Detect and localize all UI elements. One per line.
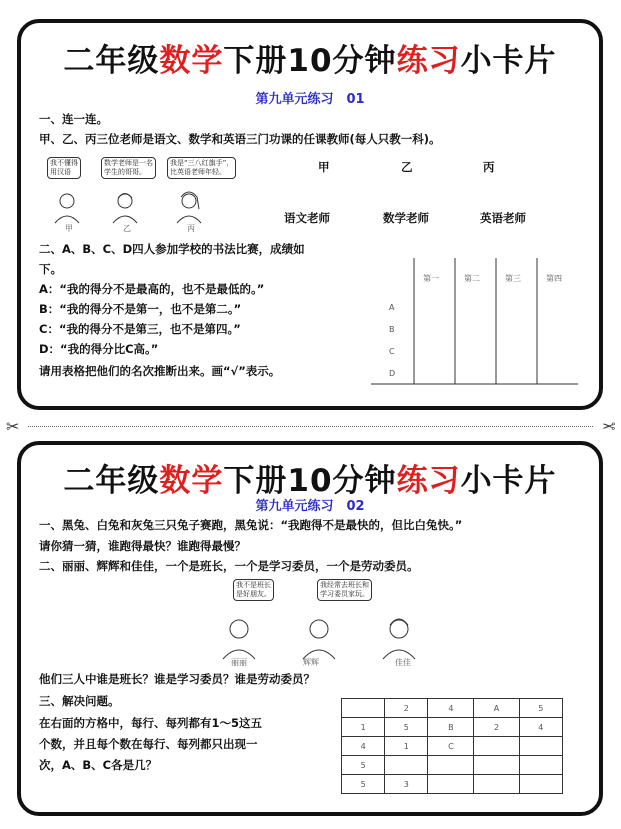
subject-math: 数学老师 xyxy=(383,211,429,225)
section1-text: 甲、乙、丙三位老师是语文、数学和英语三门功课的任课教师(每人只教一科)。 xyxy=(39,132,441,146)
grid-row xyxy=(342,718,563,737)
teachers-illustration xyxy=(39,153,249,233)
rank-row-c: C xyxy=(389,347,395,356)
teacher-bing: 丙 xyxy=(483,160,495,174)
practice-card-2 xyxy=(17,441,603,816)
question-line: 他们三人中谁是班长？谁是学习委员？谁是劳动委员？ xyxy=(39,672,315,686)
statement-c: C：“我的得分不是第三，也不是第四。” xyxy=(39,322,241,336)
grid-cell: 4 xyxy=(428,699,474,718)
rank-header-3: 第三 xyxy=(505,274,521,283)
grid-cell: 1 xyxy=(342,718,385,737)
grid-cell: 4 xyxy=(519,718,562,737)
grid-cell xyxy=(342,699,385,718)
section3-heading: 三、解决问题。 xyxy=(39,694,120,708)
card-title: 二年级数学下册10分钟练习小卡片 xyxy=(63,463,557,499)
grid-row xyxy=(342,756,563,775)
section1-heading: 一、连一连。 xyxy=(39,112,108,126)
speech-bubble-jia: 我不懂得 用汉语 xyxy=(47,157,81,179)
scissors-icon: ✂ xyxy=(601,417,615,436)
name-jiajia: 佳佳 xyxy=(395,658,411,667)
grid-cell: C xyxy=(428,737,474,756)
label-bing: 丙 xyxy=(187,224,195,233)
rank-row-a: A xyxy=(389,303,395,312)
statement-d: D：“我的得分比C高。” xyxy=(39,342,159,356)
speech-bubble-bing: 我是“三八红旗手”， 比英语老师年轻。 xyxy=(167,157,236,179)
grid-cell: 5 xyxy=(342,775,385,794)
grid-cell xyxy=(428,775,474,794)
grid-cell: 5 xyxy=(519,699,562,718)
subject-english: 英语老师 xyxy=(480,211,526,225)
teacher-jia: 甲 xyxy=(318,160,330,174)
speech-bubble-huihui: 我经常去班长和 学习委员家玩。 xyxy=(317,579,372,601)
scissors-icon: ✂ xyxy=(6,417,20,436)
grid-row xyxy=(342,737,563,756)
speech-bubble-lili: 我不是班长 是好朋友。 xyxy=(233,579,274,601)
teacher-figures xyxy=(39,153,249,233)
statement-b: B：“我的得分不是第一，也不是第二。” xyxy=(39,302,242,316)
rank-header-1: 第一 xyxy=(423,274,439,283)
grid-cell xyxy=(474,737,519,756)
grid-cell xyxy=(519,737,562,756)
grid-cell: 2 xyxy=(474,718,519,737)
section3-line1: 在右面的方格中，每行、每列都有1～5这五 xyxy=(39,716,263,730)
grid-cell xyxy=(428,756,474,775)
label-yi: 乙 xyxy=(123,224,131,233)
grid-cell: A xyxy=(474,699,519,718)
rank-header-4: 第四 xyxy=(546,274,562,283)
grid-cell xyxy=(519,756,562,775)
grid-row xyxy=(342,699,563,718)
grid-cell: 3 xyxy=(385,775,428,794)
statement-a: A：“我的得分不是最高的，也不是最低的。” xyxy=(39,282,265,296)
practice-card-1 xyxy=(17,19,603,410)
grid-cell: 5 xyxy=(385,718,428,737)
section1-line2: 请你猜一猜，谁跑得最快？谁跑得最慢？ xyxy=(39,539,246,553)
rank-row-b: B xyxy=(389,325,395,334)
label-jia: 甲 xyxy=(65,224,73,233)
students-illustration xyxy=(199,577,431,667)
speech-bubble-yi: 数学老师是一名 学生的哥哥。 xyxy=(101,157,156,179)
name-lili: 丽丽 xyxy=(231,658,247,667)
teacher-yi: 乙 xyxy=(401,160,413,174)
card-subtitle: 第九单元练习 02 xyxy=(255,499,365,514)
section2-line: 二、丽丽、辉辉和佳佳，一个是班长，一个是学习委员，一个是劳动委员。 xyxy=(39,559,419,573)
grid-cell: 5 xyxy=(342,756,385,775)
section2-instruction: 请用表格把他们的名次推断出来。画“√”表示。 xyxy=(39,364,281,378)
section2-line2: 下。 xyxy=(39,262,62,276)
grid-cell: 4 xyxy=(342,737,385,756)
grid-cell xyxy=(474,775,519,794)
rank-row-d: D xyxy=(389,369,396,378)
student-figures xyxy=(199,577,431,667)
name-huihui: 辉辉 xyxy=(303,658,319,667)
grid-cell xyxy=(474,756,519,775)
grid-cell xyxy=(385,756,428,775)
rank-header-2: 第二 xyxy=(464,274,480,283)
section3-line2: 个数，并且每个数在每行、每列都只出现一 xyxy=(39,737,258,751)
section2-line1: 二、A、B、C、D四人参加学校的书法比赛，成绩如 xyxy=(39,242,305,256)
grid-cell: B xyxy=(428,718,474,737)
cut-line xyxy=(28,426,593,427)
grid-cell xyxy=(519,775,562,794)
grid-cell: 2 xyxy=(385,699,428,718)
card-title: 二年级数学下册10分钟练习小卡片 xyxy=(63,43,557,79)
card-subtitle: 第九单元练习 01 xyxy=(255,92,365,107)
number-grid xyxy=(341,698,563,794)
section3-line3: 次，A、B、C各是几？ xyxy=(39,758,158,772)
grid-row xyxy=(342,775,563,794)
subject-chinese: 语文老师 xyxy=(284,211,330,225)
grid-cell: 1 xyxy=(385,737,428,756)
section1-line1: 一、黑兔、白兔和灰兔三只兔子赛跑，黑兔说：“我跑得不是最快的，但比白兔快。” xyxy=(39,518,463,532)
